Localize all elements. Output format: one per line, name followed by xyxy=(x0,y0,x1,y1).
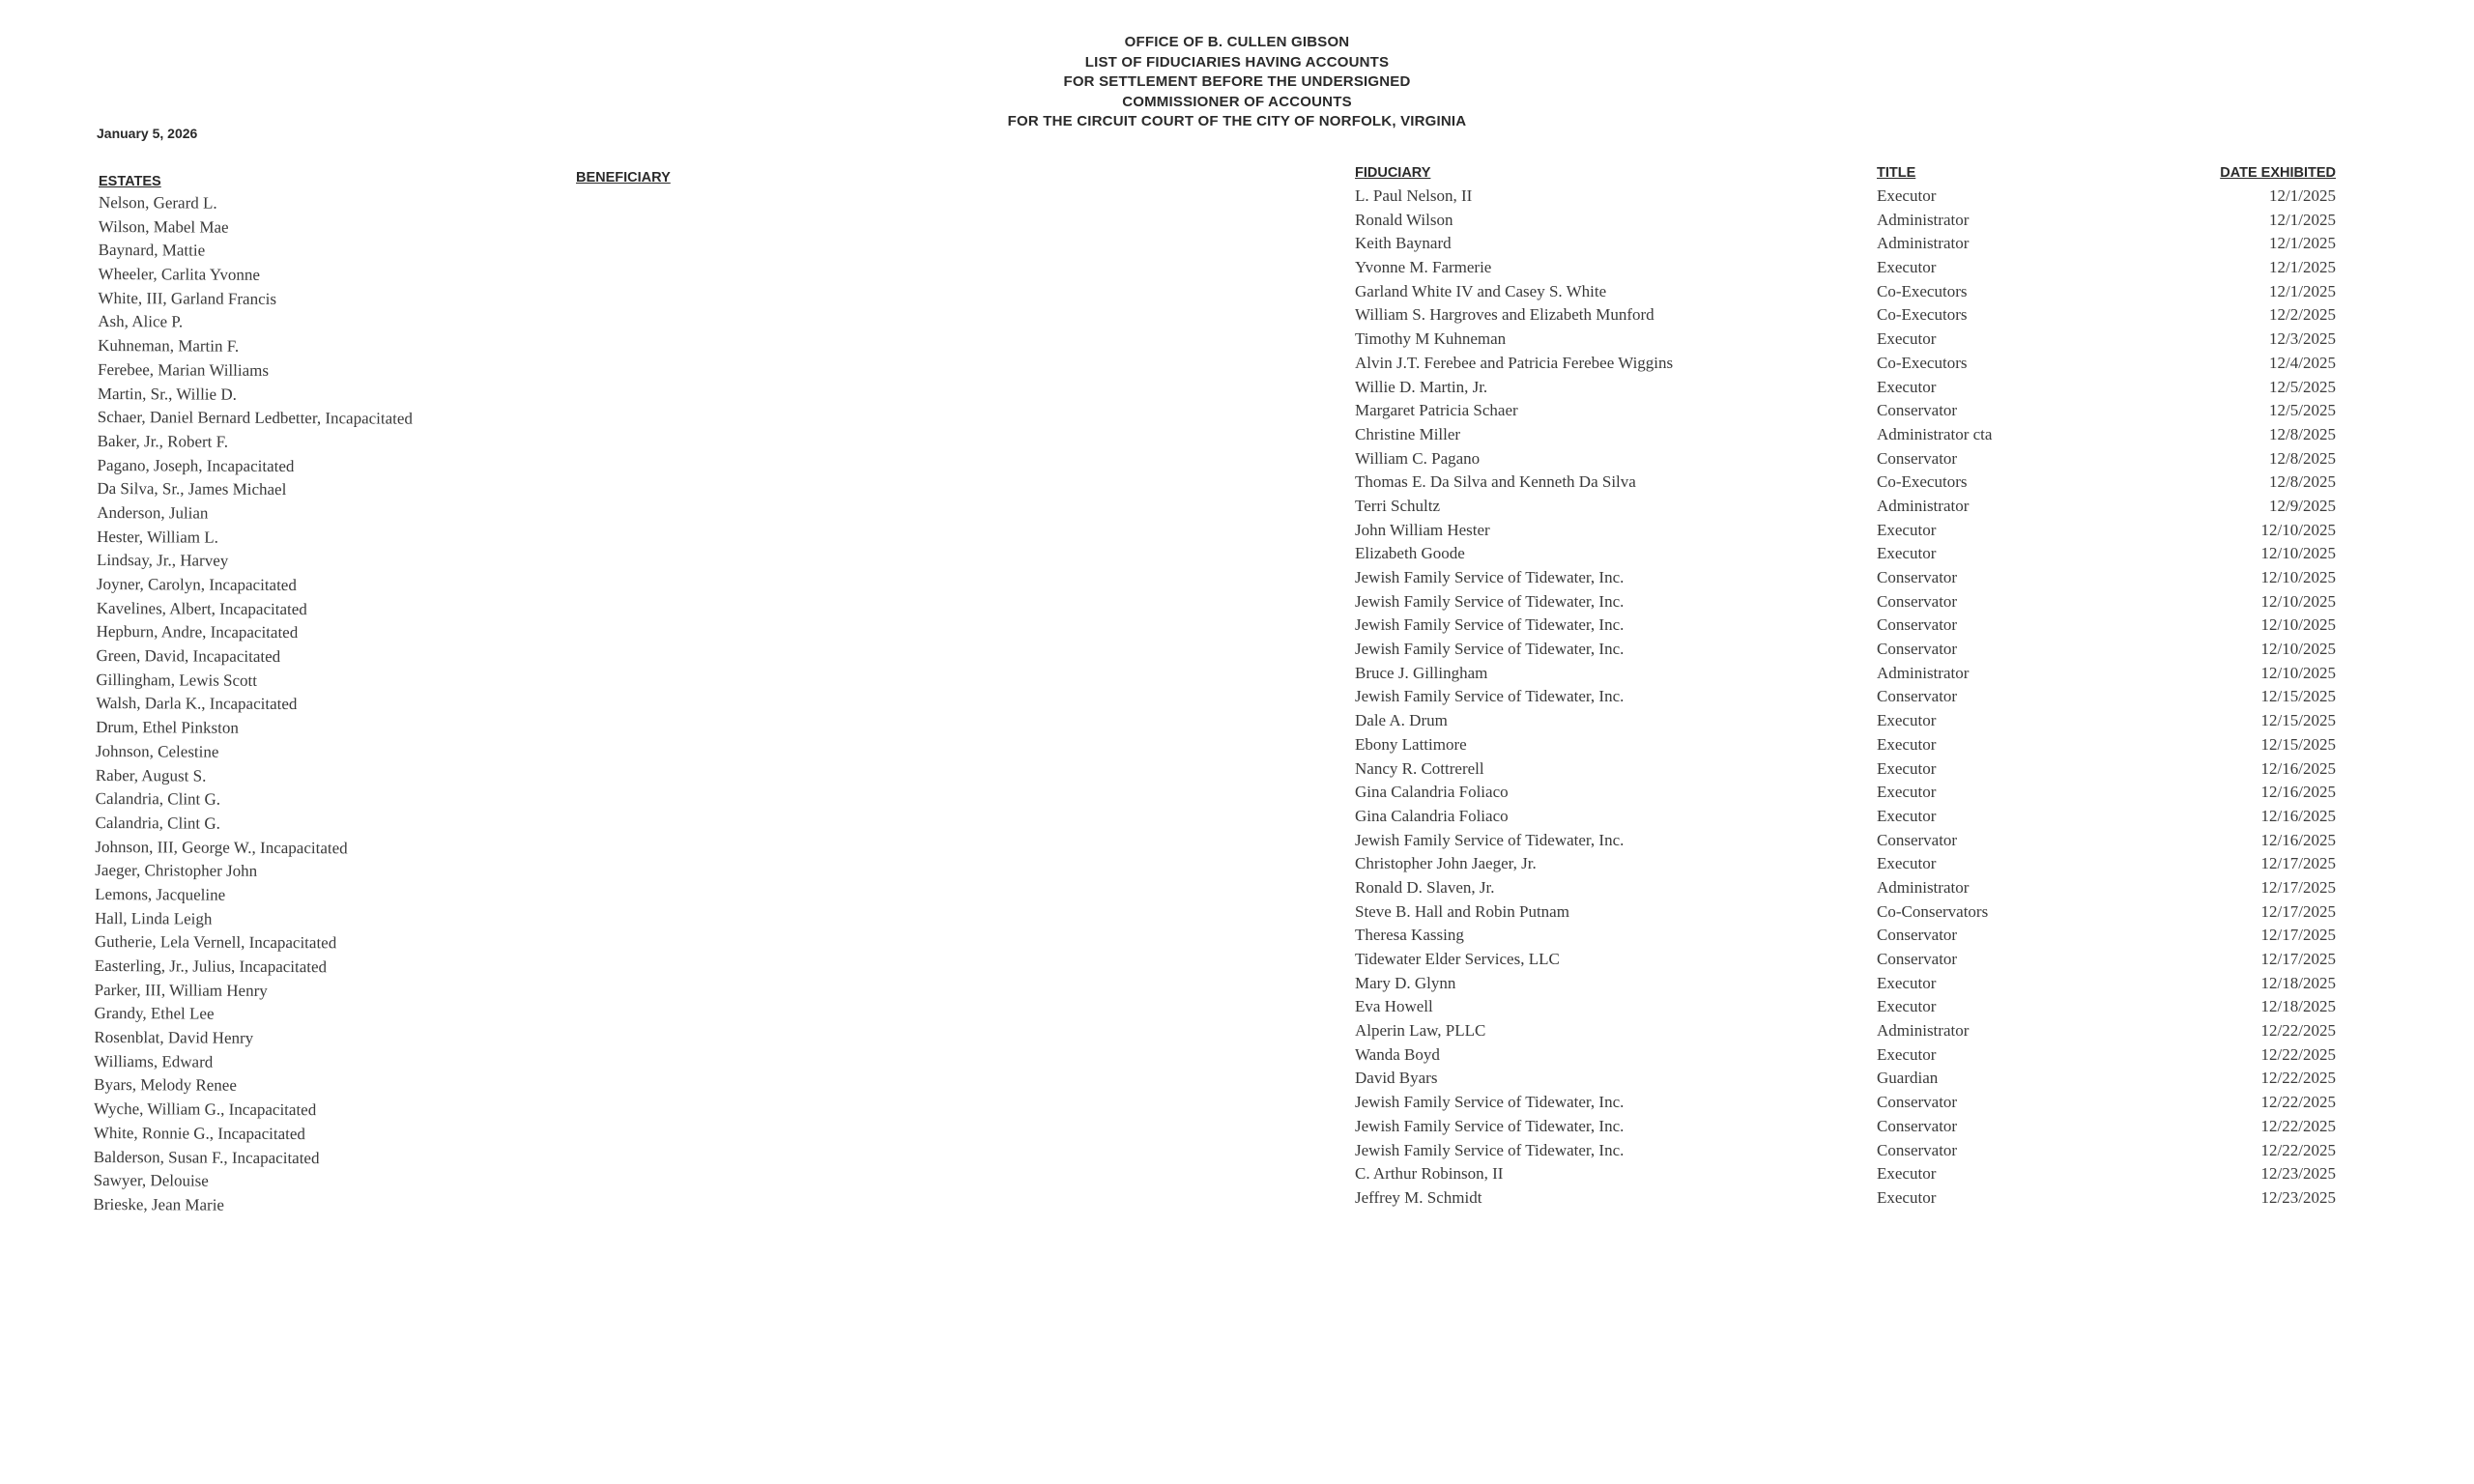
fiduciary-row xyxy=(1355,1043,2341,1068)
fiduciary-row xyxy=(1355,376,2341,400)
fiduciary-row xyxy=(1355,757,2341,782)
date-exhibited: 12/10/2025 xyxy=(2260,640,2336,659)
date-exhibited: 12/17/2025 xyxy=(2260,854,2336,873)
date-exhibited: 12/22/2025 xyxy=(2260,1044,2336,1064)
estate-row: Balderson, Susan F., Incapacitated xyxy=(93,1147,320,1167)
estate-row: Wyche, William G., Incapacitated xyxy=(93,1099,317,1120)
estate-row: Gutherie, Lela Vernell, Incapacitated xyxy=(94,932,337,953)
date-exhibited: 12/23/2025 xyxy=(2260,1187,2336,1207)
fiduciary-title: Co-Conservators xyxy=(1877,901,1989,921)
estate-row: Calandria, Clint G. xyxy=(95,813,221,833)
date-exhibited: 12/22/2025 xyxy=(2260,1093,2336,1112)
date-exhibited: 12/1/2025 xyxy=(2269,210,2336,229)
fiduciary-title: Co-Executors xyxy=(1877,472,1968,492)
estate-row: Raber, August S. xyxy=(95,765,207,785)
date-exhibited: 12/18/2025 xyxy=(2260,973,2336,992)
fiduciary-name: Gina Calandria Foliaco xyxy=(1355,783,1509,802)
fiduciary-row xyxy=(1355,232,2341,256)
fiduciary-row xyxy=(1355,995,2341,1019)
date-exhibited: 12/5/2025 xyxy=(2269,401,2336,420)
fiduciary-name: Dale A. Drum xyxy=(1355,711,1448,730)
fiduciary-name: Timothy M Kuhneman xyxy=(1355,329,1507,349)
fiduciary-row xyxy=(1355,566,2341,590)
fiduciary-title: Executor xyxy=(1877,258,1937,277)
fiduciary-title: Executor xyxy=(1877,758,1937,778)
fiduciary-title: Conservator xyxy=(1877,926,1958,945)
estate-row: Hall, Linda Leigh xyxy=(95,908,213,928)
fiduciary-title: Executor xyxy=(1877,520,1937,539)
estate-row: White, Ronnie G., Incapacitated xyxy=(93,1123,305,1143)
fiduciary-row xyxy=(1355,1115,2341,1139)
estate-row: Hester, William L. xyxy=(97,527,218,547)
fiduciary-name: Steve B. Hall and Robin Putnam xyxy=(1355,901,1569,921)
estate-row: Walsh, Darla K., Incapacitated xyxy=(96,694,298,714)
estate-row: Easterling, Jr., Julius, Incapacitated xyxy=(94,956,328,977)
date-exhibited: 12/2/2025 xyxy=(2269,305,2336,325)
estate-row: Kavelines, Albert, Incapacitated xyxy=(96,598,307,618)
fiduciary-title: Executor xyxy=(1877,186,1937,205)
fiduciary-row xyxy=(1355,900,2341,925)
fiduciary-title: Administrator cta xyxy=(1877,424,1993,443)
fiduciary-row xyxy=(1355,542,2341,566)
header-line-settlement: FOR SETTLEMENT BEFORE THE UNDERSIGNED xyxy=(1063,73,1411,90)
fiduciary-title: Conservator xyxy=(1877,1093,1958,1112)
fiduciary-title: Executor xyxy=(1877,1187,1937,1207)
fiduciary-title: Conservator xyxy=(1877,401,1958,420)
fiduciary-name: Elizabeth Goode xyxy=(1355,544,1465,563)
date-exhibited: 12/8/2025 xyxy=(2269,472,2336,492)
date-exhibited: 12/17/2025 xyxy=(2260,950,2336,968)
fiduciary-title: Conservator xyxy=(1877,1140,1958,1159)
estate-row: Gillingham, Lewis Scott xyxy=(96,670,258,690)
date-exhibited: 12/22/2025 xyxy=(2260,1021,2336,1041)
fiduciary-row xyxy=(1355,399,2341,423)
fiduciary-title: Executor xyxy=(1877,329,1937,349)
date-exhibited: 12/16/2025 xyxy=(2260,806,2336,825)
estate-row: Ash, Alice P. xyxy=(98,312,184,331)
fiduciary-title: Administrator xyxy=(1877,496,1970,515)
estate-row: Hepburn, Andre, Incapacitated xyxy=(96,622,299,642)
date-exhibited: 12/1/2025 xyxy=(2269,258,2336,277)
fiduciary-row xyxy=(1355,590,2341,614)
fiduciary-name: Jewish Family Service of Tidewater, Inc. xyxy=(1355,1140,1625,1159)
fiduciary-row xyxy=(1355,876,2341,900)
header-line-court: FOR THE CIRCUIT COURT OF THE CITY OF NORFOLK, VIRGINIA xyxy=(1007,113,1467,129)
fiduciary-name: Jewish Family Service of Tidewater, Inc. xyxy=(1355,1093,1625,1112)
column-header-beneficiary: BENEFICIARY xyxy=(576,170,671,186)
fiduciary-name: Bruce J. Gillingham xyxy=(1355,663,1488,682)
fiduciary-title: Executor xyxy=(1877,854,1937,873)
estate-row: Martin, Sr., Willie D. xyxy=(97,384,237,404)
fiduciary-title: Conservator xyxy=(1877,640,1958,659)
fiduciary-row xyxy=(1355,709,2341,733)
fiduciary-name: Christopher John Jaeger, Jr. xyxy=(1355,854,1537,873)
date-exhibited: 12/22/2025 xyxy=(2260,1069,2336,1088)
fiduciary-row xyxy=(1355,685,2341,709)
estate-row: Byars, Melody Renee xyxy=(94,1075,237,1096)
fiduciary-row xyxy=(1355,638,2341,662)
estate-row: Grandy, Ethel Lee xyxy=(94,1004,215,1024)
fiduciary-name: Alvin J.T. Ferebee and Patricia Ferebee Wiggins xyxy=(1355,353,1674,372)
date-exhibited: 12/10/2025 xyxy=(2260,544,2336,563)
estate-row: Anderson, Julian xyxy=(97,502,209,523)
fiduciary-name: Ronald D. Slaven, Jr. xyxy=(1355,877,1495,897)
fiduciary-row xyxy=(1355,519,2341,543)
fiduciary-name: Thomas E. Da Silva and Kenneth Da Silva xyxy=(1355,472,1636,492)
date-exhibited: 12/10/2025 xyxy=(2260,615,2336,635)
date-exhibited: 12/17/2025 xyxy=(2260,877,2336,897)
date-exhibited: 12/16/2025 xyxy=(2260,783,2336,802)
date-exhibited: 12/8/2025 xyxy=(2269,424,2336,443)
fiduciary-row xyxy=(1355,1186,2341,1211)
fiduciary-row xyxy=(1355,328,2341,352)
fiduciary-row xyxy=(1355,614,2341,638)
fiduciary-title: Co-Executors xyxy=(1877,305,1968,325)
date-exhibited: 12/8/2025 xyxy=(2269,448,2336,468)
fiduciary-name: Alperin Law, PLLC xyxy=(1355,1021,1486,1041)
date-exhibited: 12/9/2025 xyxy=(2269,496,2336,515)
fiduciary-row xyxy=(1355,1139,2341,1163)
fiduciary-title: Administrator xyxy=(1877,234,1970,253)
fiduciary-title: Executor xyxy=(1877,997,1937,1016)
fiduciary-name: Willie D. Martin, Jr. xyxy=(1355,377,1488,396)
fiduciary-name: Jewish Family Service of Tidewater, Inc. xyxy=(1355,830,1625,849)
fiduciary-title: Administrator xyxy=(1877,210,1970,229)
fiduciary-title: Administrator xyxy=(1877,1021,1970,1041)
fiduciary-title: Conservator xyxy=(1877,687,1958,706)
estate-row: Da Silva, Sr., James Michael xyxy=(97,479,287,499)
fiduciary-title: Conservator xyxy=(1877,591,1958,611)
fiduciary-name: Jewish Family Service of Tidewater, Inc. xyxy=(1355,568,1625,586)
estate-row: Williams, Edward xyxy=(94,1051,214,1071)
date-exhibited: 12/10/2025 xyxy=(2260,591,2336,611)
estate-row: Baynard, Mattie xyxy=(98,241,206,260)
date-exhibited: 12/16/2025 xyxy=(2260,830,2336,849)
fiduciary-row xyxy=(1355,303,2341,328)
fiduciary-title: Executor xyxy=(1877,377,1937,396)
fiduciary-row xyxy=(1355,471,2341,495)
estate-row: Lindsay, Jr., Harvey xyxy=(96,551,229,571)
header-line-list: LIST OF FIDUCIARIES HAVING ACCOUNTS xyxy=(1084,53,1390,71)
date-exhibited: 12/10/2025 xyxy=(2260,568,2336,586)
fiduciary-title: Conservator xyxy=(1877,950,1958,968)
estate-row: Johnson, III, George W., Incapacitated xyxy=(95,837,348,857)
date-exhibited: 12/22/2025 xyxy=(2260,1116,2336,1135)
fiduciary-title: Conservator xyxy=(1877,448,1958,468)
estate-row: White, III, Garland Francis xyxy=(98,288,277,308)
document-header xyxy=(870,33,1604,132)
date-exhibited: 12/15/2025 xyxy=(2260,687,2336,706)
estate-row: Ferebee, Marian Williams xyxy=(97,359,270,380)
estate-row: Baker, Jr., Robert F. xyxy=(97,431,229,451)
fiduciary-name: Ebony Lattimore xyxy=(1355,734,1467,754)
column-header-title: TITLE xyxy=(1877,165,1916,181)
estate-row: Pagano, Joseph, Incapacitated xyxy=(97,455,295,475)
fiduciary-title: Executor xyxy=(1877,783,1937,802)
fiduciary-row xyxy=(1355,185,2341,209)
fiduciary-row xyxy=(1355,948,2341,972)
fiduciary-row xyxy=(1355,733,2341,757)
fiduciary-title: Administrator xyxy=(1877,663,1970,682)
fiduciary-title: Executor xyxy=(1877,711,1937,730)
fiduciary-row xyxy=(1355,924,2341,948)
fiduciary-row xyxy=(1355,1067,2341,1091)
fiduciary-name: C. Arthur Robinson, II xyxy=(1355,1164,1504,1184)
fiduciary-row xyxy=(1355,1091,2341,1115)
fiduciary-name: Terri Schultz xyxy=(1355,496,1441,515)
header-line-office: OFFICE OF B. CULLEN GIBSON xyxy=(1124,34,1350,50)
fiduciary-title: Co-Executors xyxy=(1877,353,1968,372)
fiduciary-title: Executor xyxy=(1877,973,1937,992)
estate-row: Joyner, Carolyn, Incapacitated xyxy=(96,574,297,595)
fiduciary-name: Yvonne M. Farmerie xyxy=(1355,258,1492,277)
fiduciary-row xyxy=(1355,805,2341,829)
fiduciary-name: Jewish Family Service of Tidewater, Inc. xyxy=(1355,1116,1625,1135)
estate-row: Calandria, Clint G. xyxy=(95,789,221,809)
fiduciary-name: Eva Howell xyxy=(1355,997,1433,1016)
date-exhibited: 12/3/2025 xyxy=(2269,329,2336,349)
fiduciary-name: Garland White IV and Casey S. White xyxy=(1355,281,1607,300)
fiduciary-name: Wanda Boyd xyxy=(1355,1044,1440,1064)
date-exhibited: 12/17/2025 xyxy=(2260,901,2336,921)
fiduciary-title: Conservator xyxy=(1877,1116,1958,1135)
column-header-estates: ESTATES xyxy=(99,174,161,189)
estate-row: Kuhneman, Martin F. xyxy=(98,336,240,356)
fiduciary-name: Jeffrey M. Schmidt xyxy=(1355,1187,1482,1207)
estates-list xyxy=(93,191,414,1218)
fiduciary-row xyxy=(1355,662,2341,686)
estate-row: Nelson, Gerard L. xyxy=(98,192,217,213)
date-exhibited: 12/16/2025 xyxy=(2260,758,2336,778)
fiduciary-list xyxy=(1355,185,2341,1211)
date-exhibited: 12/22/2025 xyxy=(2260,1140,2336,1159)
fiduciary-name: Ronald Wilson xyxy=(1355,210,1453,229)
fiduciary-name: L. Paul Nelson, II xyxy=(1355,186,1473,205)
column-header-date-exhibited: DATE EXHIBITED xyxy=(2220,165,2336,181)
estate-row: Wilson, Mabel Mae xyxy=(98,216,229,237)
fiduciary-row xyxy=(1355,829,2341,853)
fiduciary-name: William C. Pagano xyxy=(1355,448,1481,468)
fiduciary-name: Gina Calandria Foliaco xyxy=(1355,806,1509,825)
date-exhibited: 12/17/2025 xyxy=(2260,926,2336,945)
estate-row: Parker, III, William Henry xyxy=(94,980,268,1000)
fiduciary-name: Nancy R. Cottrerell xyxy=(1355,758,1484,778)
estate-row: Brieske, Jean Marie xyxy=(93,1194,225,1214)
date-exhibited: 12/1/2025 xyxy=(2269,281,2336,300)
estate-row: Johnson, Celestine xyxy=(95,741,219,761)
fiduciary-title: Conservator xyxy=(1877,568,1958,586)
fiduciary-name: Jewish Family Service of Tidewater, Inc. xyxy=(1355,615,1625,635)
fiduciary-name: Christine Miller xyxy=(1355,424,1461,443)
date-exhibited: 12/15/2025 xyxy=(2260,734,2336,754)
fiduciary-title: Conservator xyxy=(1877,615,1958,635)
date-exhibited: 12/5/2025 xyxy=(2269,377,2336,396)
fiduciary-row xyxy=(1355,972,2341,996)
date-exhibited: 12/23/2025 xyxy=(2260,1164,2336,1184)
fiduciary-name: David Byars xyxy=(1355,1069,1438,1088)
fiduciary-title: Executor xyxy=(1877,544,1937,563)
fiduciary-name: William S. Hargroves and Elizabeth Munford xyxy=(1355,305,1654,325)
fiduciary-name: Jewish Family Service of Tidewater, Inc. xyxy=(1355,687,1625,706)
fiduciary-row xyxy=(1355,280,2341,304)
date-exhibited: 12/18/2025 xyxy=(2260,997,2336,1016)
date-exhibited: 12/15/2025 xyxy=(2260,711,2336,730)
estate-row: Rosenblat, David Henry xyxy=(94,1028,254,1047)
fiduciary-title: Co-Executors xyxy=(1877,281,1968,300)
fiduciary-title: Guardian xyxy=(1877,1069,1939,1088)
date-exhibited: 12/1/2025 xyxy=(2269,234,2336,253)
fiduciary-title: Executor xyxy=(1877,734,1937,754)
fiduciary-name: Keith Baynard xyxy=(1355,234,1452,253)
fiduciary-title: Administrator xyxy=(1877,877,1970,897)
date-exhibited: 12/10/2025 xyxy=(2260,663,2336,682)
date-exhibited: 12/4/2025 xyxy=(2269,353,2336,372)
estate-row: Schaer, Daniel Bernard Ledbetter, Incapacitated xyxy=(97,408,414,428)
fiduciary-name: John William Hester xyxy=(1355,520,1490,539)
fiduciary-row xyxy=(1355,852,2341,876)
fiduciary-row xyxy=(1355,1162,2341,1186)
fiduciary-row xyxy=(1355,423,2341,447)
fiduciary-row xyxy=(1355,781,2341,805)
fiduciary-row xyxy=(1355,352,2341,376)
fiduciary-title: Conservator xyxy=(1877,830,1958,849)
fiduciary-name: Mary D. Glynn xyxy=(1355,973,1456,992)
fiduciary-name: Jewish Family Service of Tidewater, Inc. xyxy=(1355,640,1625,659)
fiduciary-title: Executor xyxy=(1877,806,1937,825)
date-exhibited: 12/1/2025 xyxy=(2269,186,2336,205)
fiduciary-name: Jewish Family Service of Tidewater, Inc. xyxy=(1355,591,1625,611)
fiduciary-row xyxy=(1355,495,2341,519)
fiduciary-row xyxy=(1355,447,2341,471)
estate-row: Lemons, Jacqueline xyxy=(95,884,226,904)
fiduciary-row xyxy=(1355,209,2341,233)
estate-row: Wheeler, Carlita Yvonne xyxy=(98,265,260,284)
fiduciary-name: Theresa Kassing xyxy=(1355,926,1464,945)
estate-row: Jaeger, Christopher John xyxy=(95,861,258,881)
fiduciary-title: Executor xyxy=(1877,1164,1937,1184)
date-exhibited: 12/10/2025 xyxy=(2260,520,2336,539)
estate-row: Drum, Ethel Pinkston xyxy=(96,718,239,737)
header-line-commissioner: COMMISSIONER OF ACCOUNTS xyxy=(1122,93,1352,110)
fiduciary-row xyxy=(1355,256,2341,280)
estate-row: Sawyer, Delouise xyxy=(93,1171,209,1190)
document-date: January 5, 2026 xyxy=(97,126,198,141)
fiduciary-name: Tidewater Elder Services, LLC xyxy=(1355,950,1560,968)
estate-row: Green, David, Incapacitated xyxy=(96,646,281,667)
fiduciary-row xyxy=(1355,1019,2341,1043)
fiduciary-name: Margaret Patricia Schaer xyxy=(1355,401,1518,420)
column-header-fiduciary: FIDUCIARY xyxy=(1355,165,1431,181)
fiduciary-title: Executor xyxy=(1877,1044,1937,1064)
